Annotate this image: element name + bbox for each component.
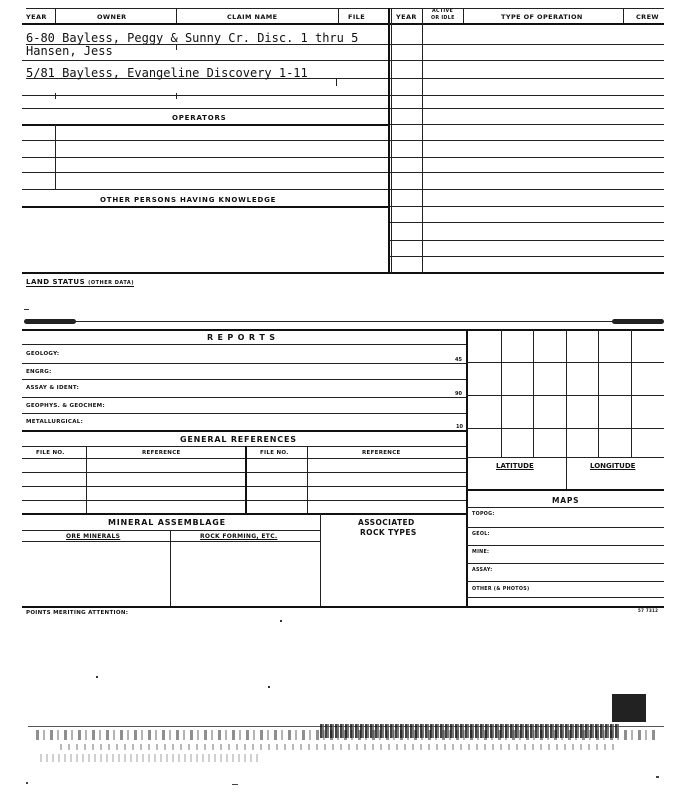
reports-geophys-label: GEOPHYS. & GEOCHEM: xyxy=(26,403,105,409)
gr-file-no-2: FILE NO. xyxy=(260,450,289,456)
reports-engrg-label: ENGRG: xyxy=(26,369,52,375)
rock-forming-label: ROCK FORMING, ETC. xyxy=(200,533,278,540)
land-status-subtitle: (OTHER DATA) xyxy=(88,280,135,286)
mineral-assemblage-title: MINERAL ASSEMBLAGE xyxy=(108,518,226,527)
header-year: YEAR xyxy=(26,13,47,21)
reports-assay-label: ASSAY & IDENT: xyxy=(26,385,80,391)
entry-line-3: 5/81 Bayless, Evangeline Discovery 1-11 xyxy=(26,66,308,80)
header-file: FILE xyxy=(348,13,366,21)
header-active-idle-2: OR IDLE xyxy=(431,16,455,21)
maps-topog: TOPOG: xyxy=(472,512,495,517)
latitude-label: LATITUDE xyxy=(496,462,534,470)
form-code: 57 7312 xyxy=(638,608,659,613)
reports-metallurgical-number: 10 xyxy=(456,424,463,430)
associated-line-2: ROCK TYPES xyxy=(360,528,417,537)
others-title: OTHER PERSONS HAVING KNOWLEDGE xyxy=(100,196,277,204)
reports-geology-label: GEOLOGY: xyxy=(26,351,60,357)
header-owner: OWNER xyxy=(97,13,127,21)
header-crew: CREW xyxy=(636,13,659,21)
entry-line-1: 6-80 Bayless, Peggy & Sunny Cr. Disc. 1 thru 5 xyxy=(26,31,359,45)
header-active-idle-1: ACTIVE xyxy=(432,9,454,14)
general-references-title: GENERAL REFERENCES xyxy=(180,435,297,444)
points-meriting-label: POINTS MERITING ATTENTION: xyxy=(26,610,129,616)
longitude-label: LONGITUDE xyxy=(590,462,636,470)
header-type-of-operation: TYPE OF OPERATION xyxy=(501,13,583,21)
reports-title: R E P O R T S xyxy=(207,333,276,342)
operators-title: OPERATORS xyxy=(172,114,227,122)
ore-minerals-label: ORE MINERALS xyxy=(66,533,121,540)
maps-other: OTHER (& PHOTOS) xyxy=(472,587,530,592)
maps-title: MAPS xyxy=(552,496,580,505)
maps-assay: ASSAY: xyxy=(472,568,493,573)
gr-file-no-1: FILE NO. xyxy=(36,450,65,456)
reports-metallurgical-label: METALLURGICAL: xyxy=(26,419,84,425)
reports-assay-number: 90 xyxy=(455,391,462,397)
land-status-title: LAND STATUS xyxy=(26,278,86,286)
maps-geol: GEOL: xyxy=(472,532,490,537)
gr-reference-2: REFERENCE xyxy=(362,450,401,456)
associated-line-1: ASSOCIATED xyxy=(358,518,415,527)
header-year-2: YEAR xyxy=(396,13,417,21)
gr-reference-1: REFERENCE xyxy=(142,450,181,456)
reports-geology-number: 45 xyxy=(455,357,462,363)
header-claim-name: CLAIM NAME xyxy=(227,13,278,21)
entry-line-2: Hansen, Jess xyxy=(26,44,113,58)
maps-mine: MINE: xyxy=(472,550,490,555)
